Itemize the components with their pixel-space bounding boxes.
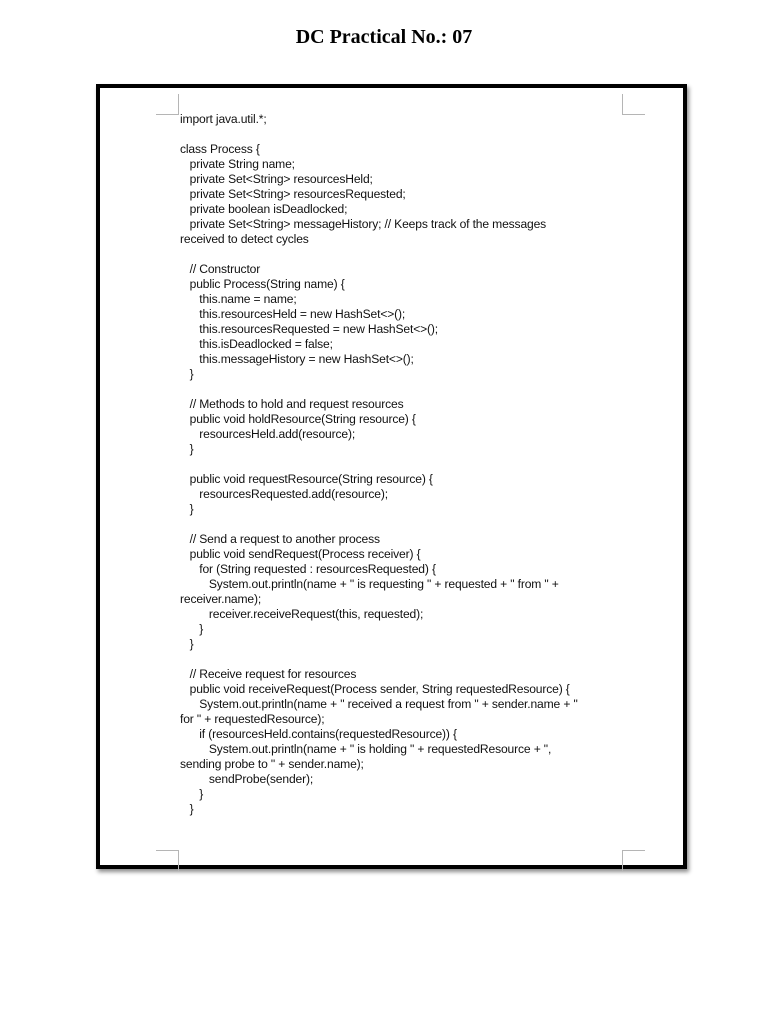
code-line: class Process { (180, 142, 260, 156)
code-line: sendProbe(sender); (180, 772, 314, 786)
code-line: public void requestResource(String resource) { (180, 472, 433, 486)
code-line: public void holdResource(String resource) { (180, 412, 416, 426)
code-line (180, 247, 600, 262)
code-line: System.out.println(name + " received a request from " + sender.name + " (180, 697, 578, 711)
code-line (180, 382, 600, 397)
code-line: } (180, 622, 204, 636)
code-line: } (180, 442, 194, 456)
code-screenshot-frame (96, 84, 687, 869)
crop-mark-bottom-left (156, 850, 179, 871)
crop-mark-top-right (622, 94, 645, 115)
code-line: public Process(String name) { (180, 277, 345, 291)
code-line: if (resourcesHeld.contains(requestedResource)) { (180, 727, 457, 741)
code-line: received to detect cycles (180, 232, 309, 246)
page-title: DC Practical No.: 07 (295, 26, 473, 48)
code-line: System.out.println(name + " is requesting " + requested + " from " + (180, 577, 559, 591)
code-line: this.resourcesHeld = new HashSet<>(); (180, 307, 406, 321)
code-line: } (180, 367, 194, 381)
code-line: private Set<String> resourcesRequested; (180, 187, 406, 201)
code-line: import java.util.*; (180, 112, 267, 126)
code-line (180, 652, 600, 667)
code-line: // Send a request to another process (180, 532, 380, 546)
code-line: receiver.name); (180, 592, 262, 606)
code-line: for (String requested : resourcesRequested) { (180, 562, 436, 576)
code-line: System.out.println(name + " is holding " + requestedResource + ", (180, 742, 552, 756)
code-line: public void sendRequest(Process receiver) { (180, 547, 421, 561)
code-line: private String name; (180, 157, 295, 171)
code-line: // Methods to hold and request resources (180, 397, 404, 411)
code-line: receiver.receiveRequest(this, requested); (180, 607, 424, 621)
code-line: private Set<String> messageHistory; // Keeps track of the messages (180, 217, 547, 231)
code-line: } (180, 502, 194, 516)
code-line: resourcesRequested.add(resource); (180, 487, 388, 501)
crop-mark-top-left (156, 94, 179, 115)
code-line: this.resourcesRequested = new HashSet<>(); (180, 322, 438, 336)
code-listing (180, 112, 600, 817)
code-line: } (180, 787, 204, 801)
code-line: } (180, 802, 194, 816)
code-line (180, 517, 600, 532)
code-line: this.messageHistory = new HashSet<>(); (180, 352, 414, 366)
code-line (180, 457, 600, 472)
crop-mark-bottom-right (622, 850, 645, 871)
code-line (180, 127, 600, 142)
code-line: public void receiveRequest(Process sender, String requestedResource) { (180, 682, 570, 696)
code-line: sending probe to " + sender.name); (180, 757, 364, 771)
code-line: this.isDeadlocked = false; (180, 337, 333, 351)
code-line: private boolean isDeadlocked; (180, 202, 348, 216)
code-line: for " + requestedResource); (180, 712, 325, 726)
code-line: // Constructor (180, 262, 261, 276)
code-line: // Receive request for resources (180, 667, 357, 681)
code-line: resourcesHeld.add(resource); (180, 427, 356, 441)
code-line: private Set<String> resourcesHeld; (180, 172, 373, 186)
code-line: } (180, 637, 194, 651)
code-line: this.name = name; (180, 292, 297, 306)
